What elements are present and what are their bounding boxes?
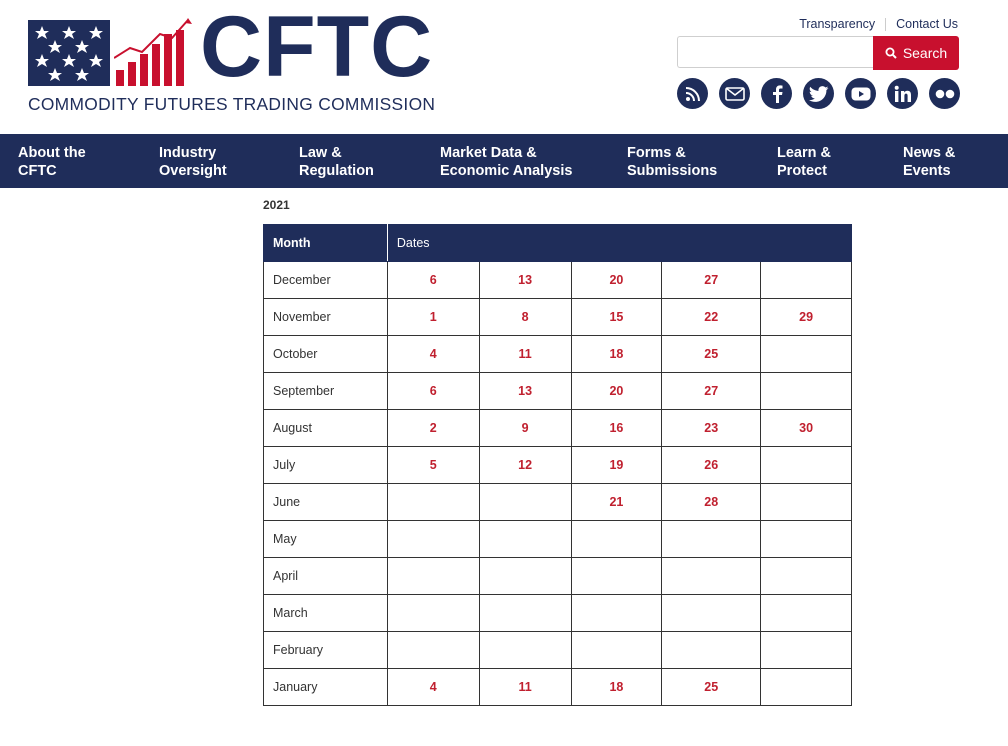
search-button-label: Search [902,45,948,61]
date-cell[interactable]: 22 [662,299,761,336]
nav-news-line2: Events [903,163,951,179]
date-cell [761,447,852,484]
nav-law-line1: Law & [299,145,342,161]
date-cell [387,632,479,669]
month-cell: March [264,595,388,632]
table-header-row [264,225,852,262]
flickr-icon[interactable] [929,78,960,109]
date-cell [761,558,852,595]
nav-forms-line2: Submissions [627,163,718,179]
date-cell[interactable]: 18 [571,336,662,373]
date-cell[interactable]: 18 [571,669,662,706]
date-cell [387,521,479,558]
social-links [677,78,960,109]
calendar-body [264,262,852,706]
month-cell: May [264,521,388,558]
nav-forms-line1: Forms & [627,145,686,161]
date-cell[interactable]: 27 [662,262,761,299]
divider [885,18,886,31]
date-cell [761,373,852,410]
date-cell [761,336,852,373]
table-row [264,336,852,373]
date-cell [761,484,852,521]
date-cell[interactable]: 9 [479,410,571,447]
year-heading: 2021 [263,198,290,212]
date-cell[interactable]: 16 [571,410,662,447]
date-cell[interactable]: 6 [387,373,479,410]
date-cell [387,484,479,521]
contact-us-link[interactable]: Contact Us [896,17,958,31]
nav-about-line1: About the [18,145,86,161]
month-cell: December [264,262,388,299]
table-row [264,447,852,484]
month-cell: July [264,447,388,484]
bar-chart-icon [114,18,194,86]
nav-law-line2: Regulation [299,163,374,179]
nav-learn-protect[interactable] [777,144,831,180]
date-cell [761,262,852,299]
dates-column-header: Dates [387,225,851,262]
date-cell[interactable]: 25 [662,336,761,373]
rss-icon[interactable] [677,78,708,109]
logo-wordmark: CFTC [200,0,434,95]
nav-about-line2: CFTC [18,163,57,179]
month-cell: January [264,669,388,706]
facebook-icon[interactable] [761,78,792,109]
flag-icon [28,20,110,86]
month-cell: November [264,299,388,336]
table-row [264,669,852,706]
date-cell[interactable]: 27 [662,373,761,410]
date-cell[interactable]: 30 [761,410,852,447]
logo-subtitle: COMMODITY FUTURES TRADING COMMISSION [28,94,436,114]
date-cell[interactable]: 11 [479,336,571,373]
site-header [0,0,1008,134]
date-cell [761,669,852,706]
date-cell[interactable]: 20 [571,373,662,410]
table-row [264,262,852,299]
date-cell [479,558,571,595]
nav-about[interactable] [18,144,86,180]
table-row [264,484,852,521]
date-cell [479,632,571,669]
search-input[interactable] [677,36,873,68]
cftc-logo[interactable] [28,0,458,118]
search-button[interactable] [873,36,959,70]
nav-forms-submissions[interactable] [627,144,717,180]
nav-news-line1: News & [903,145,956,161]
nav-law-regulation[interactable] [299,144,374,180]
nav-learn-line2: Protect [777,163,827,179]
nav-industry-line1: Industry [159,145,217,161]
month-cell: April [264,558,388,595]
date-cell [479,521,571,558]
table-row [264,558,852,595]
date-cell[interactable]: 6 [387,262,479,299]
utility-links [799,17,958,31]
nav-news-events[interactable] [903,144,955,180]
date-cell[interactable]: 1 [387,299,479,336]
month-cell: October [264,336,388,373]
month-cell: September [264,373,388,410]
month-cell: August [264,410,388,447]
month-column-header: Month [264,225,388,262]
nav-market-data[interactable] [440,144,572,180]
date-cell[interactable]: 13 [479,262,571,299]
calendar-table [263,224,852,706]
main-nav [0,134,1008,188]
date-cell[interactable]: 21 [571,484,662,521]
date-cell[interactable]: 8 [479,299,571,336]
date-cell [479,595,571,632]
youtube-icon[interactable] [845,78,876,109]
search-icon [885,47,897,59]
date-cell [761,521,852,558]
date-cell[interactable]: 28 [662,484,761,521]
nav-market-line2: Economic Analysis [440,163,573,179]
date-cell [571,521,662,558]
date-cell[interactable]: 20 [571,262,662,299]
date-cell[interactable]: 23 [662,410,761,447]
date-cell[interactable]: 25 [662,669,761,706]
date-cell[interactable]: 29 [761,299,852,336]
table-row [264,632,852,669]
nav-industry-line2: Oversight [159,163,227,179]
nav-industry-oversight[interactable] [159,144,227,180]
date-cell [387,558,479,595]
month-cell: February [264,632,388,669]
date-cell[interactable]: 26 [662,447,761,484]
nav-market-line1: Market Data & [440,145,537,161]
date-cell[interactable]: 12 [479,447,571,484]
date-cell[interactable]: 4 [387,336,479,373]
date-cell [387,595,479,632]
date-cell [761,595,852,632]
linkedin-icon[interactable] [887,78,918,109]
date-cell[interactable]: 5 [387,447,479,484]
twitter-icon[interactable] [803,78,834,109]
table-row [264,373,852,410]
date-cell [662,521,761,558]
date-cell [571,632,662,669]
date-cell [662,558,761,595]
table-row [264,595,852,632]
table-row [264,521,852,558]
date-cell [571,558,662,595]
date-cell [479,484,571,521]
date-cell[interactable]: 11 [479,669,571,706]
transparency-link[interactable]: Transparency [799,17,876,31]
date-cell[interactable]: 15 [571,299,662,336]
date-cell[interactable]: 4 [387,669,479,706]
date-cell [662,632,761,669]
email-icon[interactable] [719,78,750,109]
date-cell [571,595,662,632]
table-row [264,299,852,336]
month-cell: June [264,484,388,521]
date-cell [662,595,761,632]
date-cell[interactable]: 19 [571,447,662,484]
date-cell[interactable]: 13 [479,373,571,410]
date-cell [761,632,852,669]
table-row [264,410,852,447]
nav-learn-line1: Learn & [777,145,831,161]
date-cell[interactable]: 2 [387,410,479,447]
